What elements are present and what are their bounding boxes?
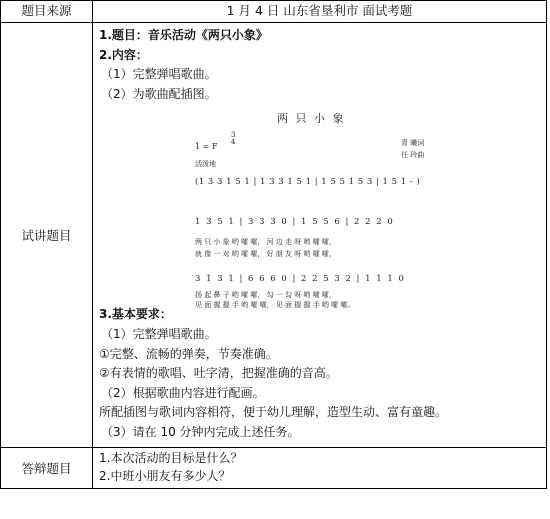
- answer-question: 2.中班小朋友有多少人？: [99, 469, 231, 484]
- sheet-music-image: [99, 105, 540, 310]
- lyric-2a: 扬 起 鼻 子 哟 嚯 嚯， 勾 一 勾 呀 哟 嚯 嚯，: [195, 291, 336, 300]
- notation-intro: (1 3 3 1 5 1 | 1 3 3 1 5 1 | 1 5 5 1 5 3 | 1 5 1 - ): [195, 177, 421, 188]
- lyric-1a: 两 只 小 象 哟 嚯 嚯， 河 边 走 呀 哟 嚯 嚯，: [195, 238, 336, 247]
- time-top: 3: [231, 131, 236, 140]
- tempo-mark: 活泼地: [195, 160, 216, 169]
- lyric-2b: 见 面 握 握 手 哟 嚯 嚯， 见 面 握 握 手 哟 嚯 嚯。: [195, 301, 355, 310]
- source-row: [1, 1, 547, 23]
- source-label: 题目来源: [1, 1, 93, 23]
- song-title: 两 只 小 象: [277, 112, 346, 126]
- requirements-heading: 3.基本要求：: [99, 307, 172, 322]
- requirement-line: ②有表情的歌唱、吐字清，把握准确的音高。: [99, 366, 338, 381]
- answer-label: 答辩题目: [1, 447, 93, 488]
- notation-line-2: 3 1 3 1 | 6 6 6 0 | 2 2 5 3 2 | 1 1 1 0: [195, 274, 406, 285]
- answer-question: 1.本次活动的目标是什么？: [99, 450, 243, 465]
- requirement-line: ①完整、流畅的弹奏，节奏准确。: [99, 346, 278, 361]
- content-item: （2）为歌曲配插图。: [101, 86, 217, 101]
- topic-label: 试讲题目: [1, 23, 93, 448]
- requirement-line: （3）请在 10 分钟内完成上述任务。: [101, 424, 300, 439]
- notation-line-1: 1 3 5 1 | 3 3 3 0 | 1 5 5 6 | 2 2 2 0: [195, 217, 395, 228]
- requirement-line: （1）完整弹唱歌曲。: [101, 326, 217, 341]
- requirement-line: 所配插图与歌词内容相符，便于幼儿理解，造型生动、富有童趣。: [99, 405, 448, 420]
- source-value: 1 月 4 日 山东省垦利市 面试考题: [93, 1, 547, 23]
- requirement-line: （2）根据歌曲内容进行配画。: [101, 385, 265, 400]
- topic-content: [93, 23, 547, 448]
- time-bottom: 4: [231, 138, 236, 147]
- content-heading: 2.内容：: [99, 47, 148, 62]
- topic-row: [1, 23, 547, 448]
- answer-content: [93, 447, 547, 488]
- time-signature: [231, 132, 235, 146]
- lyric-1b: 就 像 一 对 哟 嚯 嚯， 好 朋 友 呀 哟 嚯 嚯，: [195, 250, 336, 259]
- content-item: （1）完整弹唱歌曲。: [101, 67, 217, 82]
- topic-title: 1.题目：音乐活动《两只小象》: [99, 28, 268, 42]
- lyricist-credit: 青 曦词: [401, 139, 425, 148]
- composer-credit: 任 玲曲: [401, 151, 425, 160]
- key-signature: 1 = F: [195, 142, 218, 152]
- answer-row: [1, 447, 547, 488]
